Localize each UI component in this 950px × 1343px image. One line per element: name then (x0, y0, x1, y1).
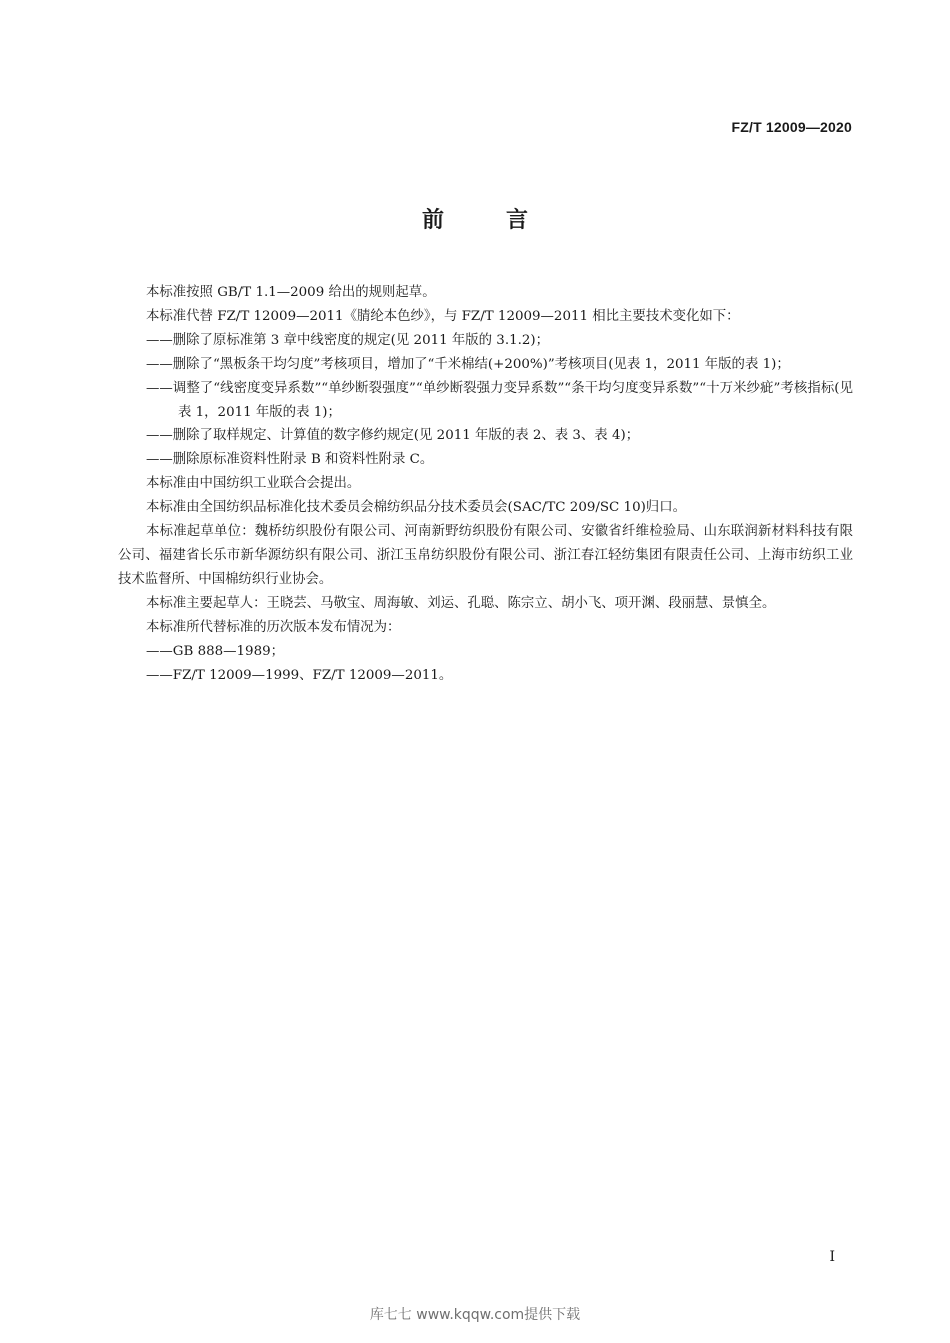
paragraph: 本标准起草单位：魏桥纺织股份有限公司、河南新野纺织股份有限公司、安徽省纤维检验局、山东联润新材料科技有限公司、福建省长乐市新华源纺织有限公司、浙江玉帛纺织股份有限公司、浙江春江轻纺集团有限责任公司、上海市纺织工业技术监督所、中国棉纺织行业协会。 (118, 524, 853, 587)
paragraph: 本标准所代替标准的历次版本发布情况为： (146, 619, 401, 635)
foreword-body (118, 281, 853, 687)
change-item: ——调整了“线密度变异系数”“单纱断裂强度”“单纱断裂强力变异系数”“条干均匀度变异系数”“十万米纱疵”考核指标(见表 1，2011 年版的表 1)； (146, 380, 853, 420)
paragraph: 本标准按照 GB/T 1.1—2009 给出的规则起草。 (146, 285, 436, 300)
change-item: ——删除了原标准第 3 章中线密度的规定(见 2011 年版的 3.1.2)； (146, 332, 549, 348)
history-item: ——FZ/T 12009—1999、FZ/T 12009—2011。 (146, 667, 453, 683)
page-title: 前言 (421, 208, 590, 233)
paragraph: 本标准由全国纺织品标准化技术委员会棉纺织品分技术委员会(SAC/TC 209/SC 10)归口。 (146, 500, 686, 516)
history-item: ——GB 888—1989； (146, 643, 284, 659)
paragraph: 本标准由中国纺织工业联合会提出。 (146, 476, 361, 492)
download-watermark: 库七七 www.kqqw.com提供下载 (369, 1307, 581, 1323)
paragraph: 本标准代替 FZ/T 12009—2011《腈纶本色纱》，与 FZ/T 12009—2011 相比主要技术变化如下： (146, 308, 740, 324)
standard-code: FZ/T 12009—2020 (731, 119, 852, 135)
change-item: ——删除了取样规定、计算值的数字修约规定(见 2011 年版的表 2、表 3、表 4)； (146, 428, 640, 444)
page-number: I (829, 1249, 835, 1265)
change-item: ——删除了“黑板条干均匀度”考核项目，增加了“千米棉结(+200%)”考核项目(见表 1，2011 年版的表 1)； (146, 356, 790, 372)
change-item: ——删除原标准资料性附录 B 和资料性附录 C。 (146, 452, 434, 468)
paragraph: 本标准主要起草人：王晓芸、马敬宝、周海敏、刘运、孔聪、陈宗立、胡小飞、项开渊、段丽慧、景慎全。 (146, 595, 776, 611)
